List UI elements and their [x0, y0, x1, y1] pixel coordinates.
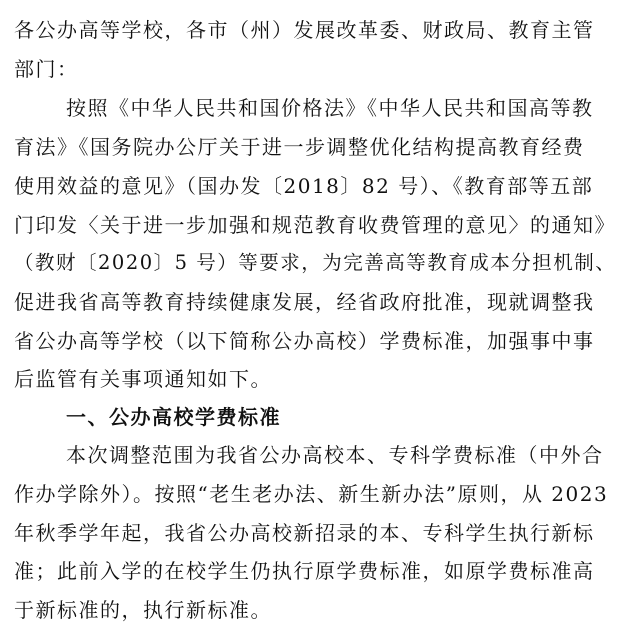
text-line: （教财〔2020〕5 号）等要求，为完善高等教育成本分担机制、 [14, 251, 617, 274]
text-line: 于新标准的，执行新标准。 [14, 598, 272, 622]
text-line: 门印发〈关于进一步加强和规范教育收费管理的意见〉的通知》 [14, 213, 616, 237]
text-line: 作办学除外）。按照“老生老办法、新生新办法”原则，从 2023 [14, 482, 609, 506]
text-line: 部门： [14, 57, 79, 81]
text-line: 省公办高等学校（以下简称公办高校）学费标准，加强事中事 [14, 329, 595, 353]
text-line: 促进我省高等教育持续健康发展，经省政府批准，现就调整我 [14, 290, 595, 314]
text-line: 年秋季学年起，我省公办高校新招录的本、专科学生执行新标 [14, 521, 595, 545]
text-line: 各公办高等学校，各市（州）发展改革委、财政局、教育主管 [14, 18, 595, 42]
text-line: 使用效益的意见》（国办发〔2018〕82 号）、《教育部等五部 [14, 174, 594, 198]
text-line: 本次调整范围为我省公办高校本、专科学费标准（中外合 [66, 443, 604, 467]
text-line: 育法》《国务院办公厅关于进一步调整优化结构提高教育经费 [14, 135, 585, 159]
text-line: 准；此前入学的在校学生仍执行原学费标准，如原学费标准高 [14, 559, 595, 583]
text-line: 后监管有关事项通知如下。 [14, 367, 272, 391]
section-heading: 一、公办高校学费标准 [66, 405, 281, 429]
text-line: 按照《中华人民共和国价格法》《中华人民共和国高等教 [66, 96, 594, 120]
